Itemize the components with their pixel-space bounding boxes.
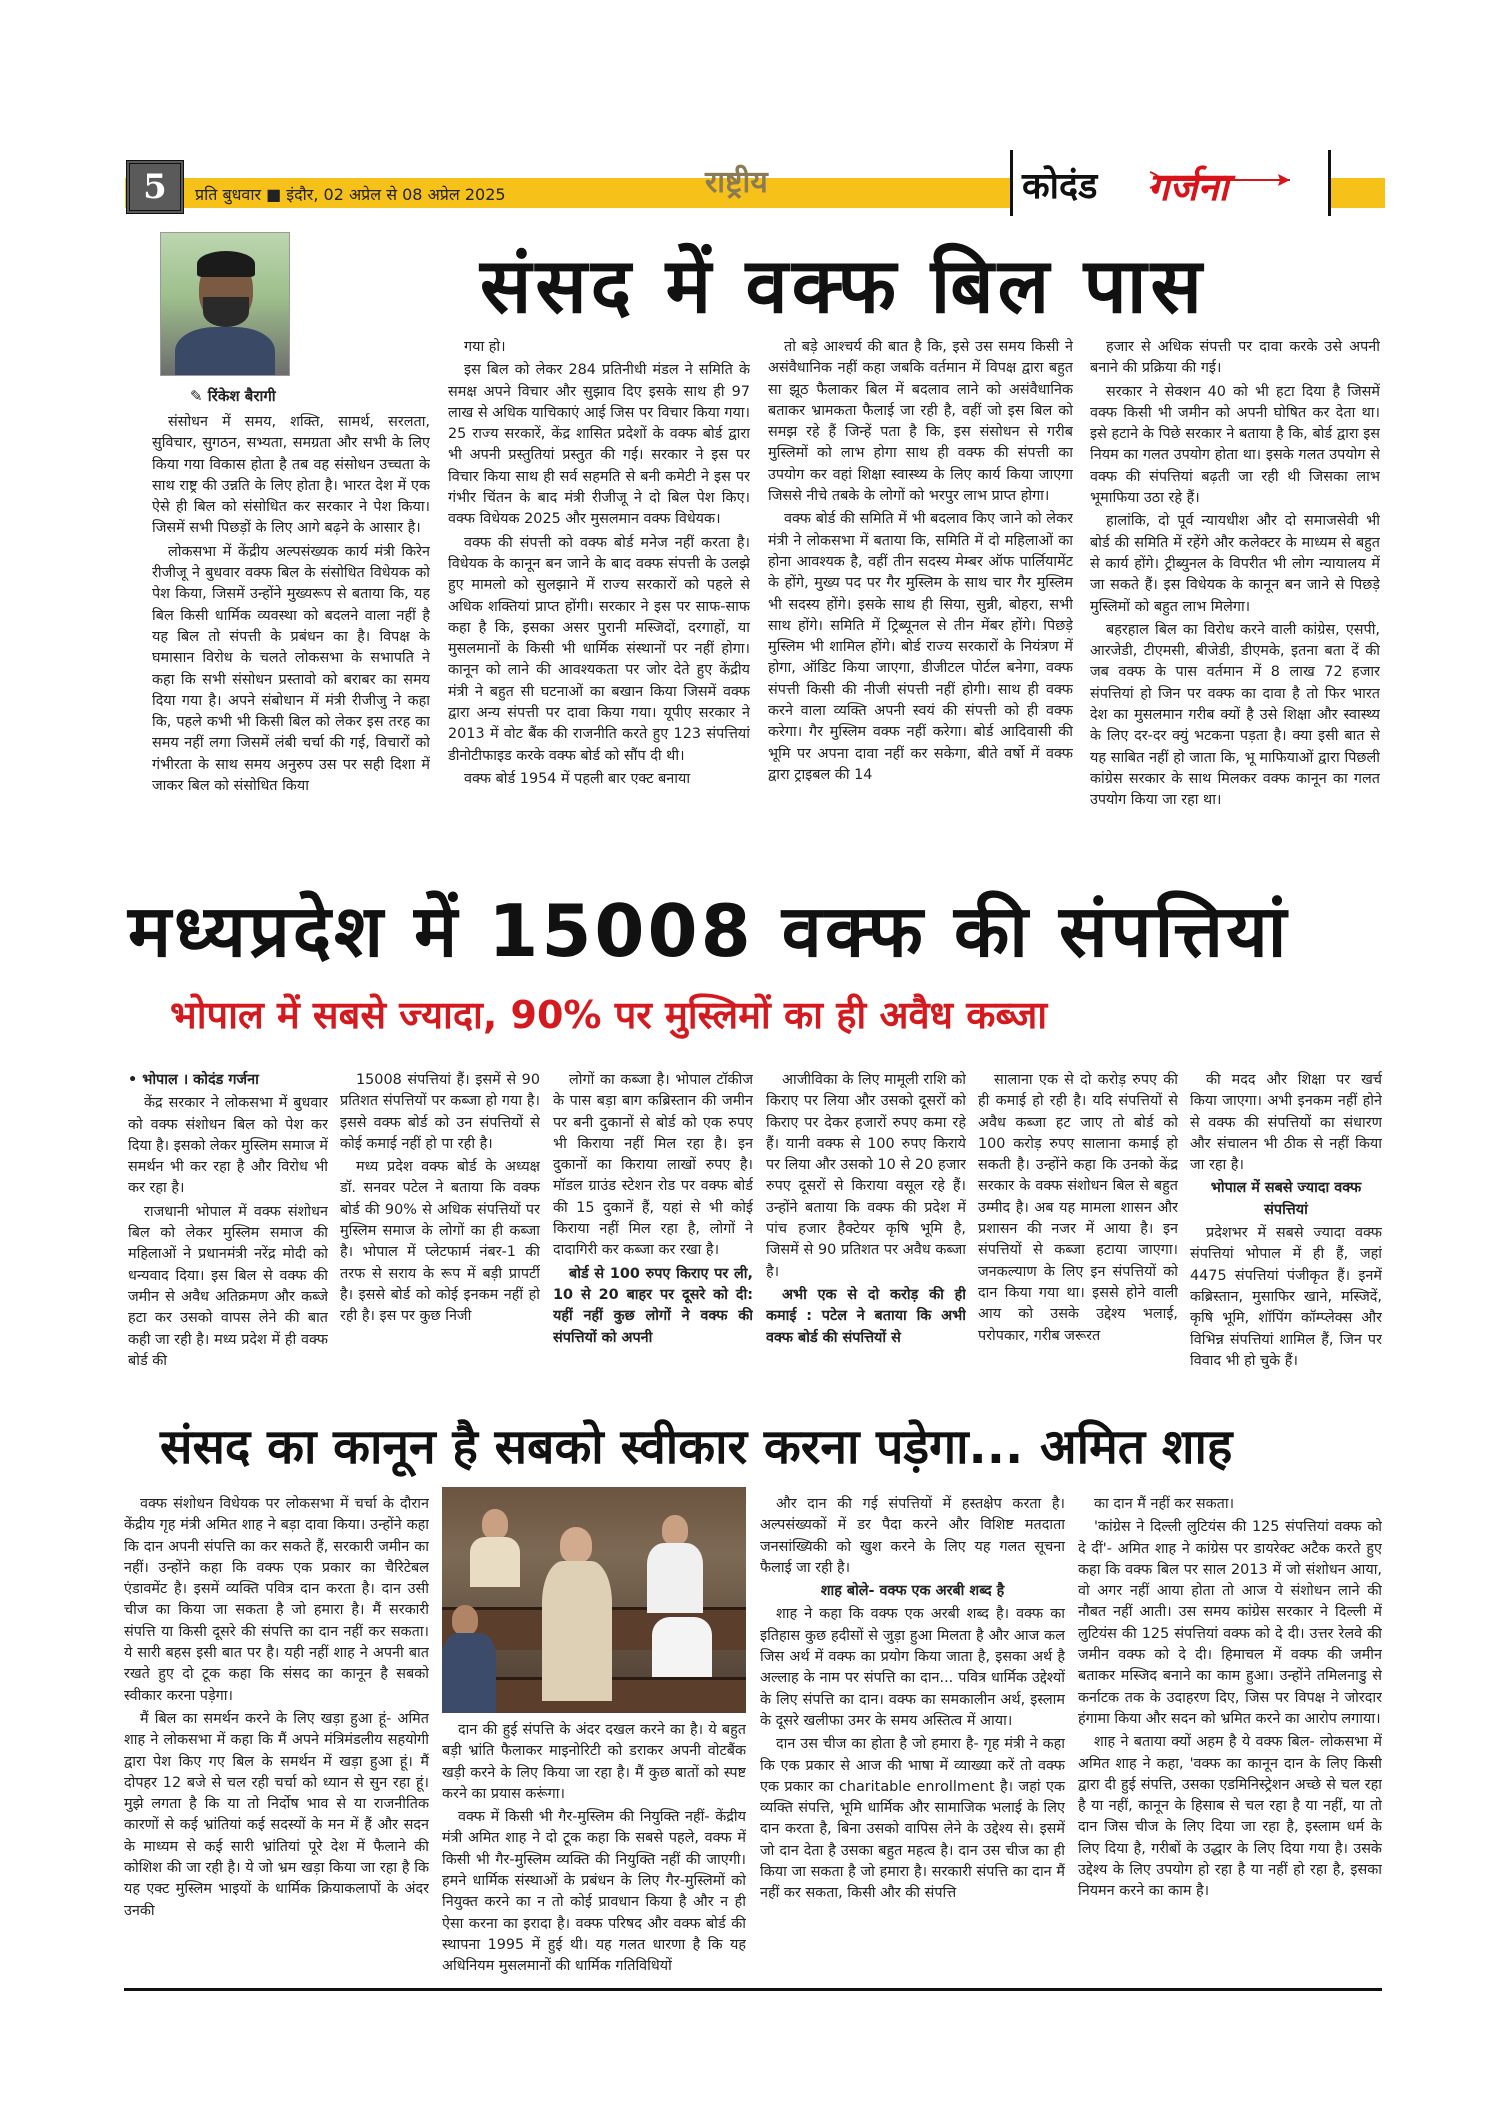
paragraph: वक्फ बोर्ड 1954 में पहली बार एक्ट बनाया <box>464 770 691 787</box>
paragraph: की मदद और शिक्षा पर खर्च किया जाएगा। अभी इनकम नहीं होने से वक्फ की संपत्तियों का संधारण और संचालन भी ठीक से नहीं किया जा रहा है। <box>1190 1072 1382 1174</box>
paragraph: 'कांग्रेस ने दिल्ली लुटियंस की 125 संपत्तियां वक्फ को दे दीं'- अमित शाह ने कांग्रेस पर डायरेक्ट अटैक करते हुए कहा कि वक्फ बिल पर साल 2013 में जो संशोधन आया, वो अगर नहीं आया होता तो आज ये संशोधन लाने की नौबत नहीं आती। उस समय कांग्रेस सरकार ने दिल्ली में लुटियंस की 125 संपत्तियां वक्फ को दे दी। उत्तर रेलवे की जमीन वक्फ को दे दी। हिमाचल में वक्फ की जमीन बताकर मस्जिद बनाने का काम हुआ। उन्होंने तमिलनाडु से कर्नाटक तक के उदाहरण दिए, जिस पर विपक्ष ने जोरदार हंगामा किया और सदन को भ्रमित करने का आरोप लगाया। <box>1078 1519 1382 1727</box>
story1-column-2 <box>448 337 750 864</box>
paragraph: सालाना एक से दो करोड़ रुपए की ही कमाई हो रही है। यदि संपत्तियों से अवैध कब्जा हट जाए तो बोर्ड को 100 करोड़ रुपए सालाना कमाई हो सकती है। उन्होंने कहा कि उनको केंद्र सरकार के वक्फ संशोधन बिल से बहुत उम्मीद है। अब यह मामला शासन और प्रशासन की नजर में आया है। इन संपत्तियों से कब्जा हटाया जाएगा। जनकल्याण के लिए इन संपत्तियों को दान किया गया था। इससे होने वाली आय को उसके उद्देश्य भलाई, परोपकार, गरीब जरूरत <box>978 1072 1178 1344</box>
story2-column-1 <box>128 1070 328 1396</box>
story3-column-3 <box>760 1494 1065 1978</box>
story2-column-6 <box>1190 1070 1382 1396</box>
paragraph: प्रदेशभर में सबसे ज्यादा वक्फ संपत्तियां भोपाल में ही हैं, जहां 4475 संपत्तियां पंजीकृत हैं। इनमें कब्रिस्तान, मुसाफिर खाने, मस्जिदें, कृषि भूमि, शॉपिंग कॉम्प्लेक्स और विभिन्न संपत्तियां शामिल हैं, जिन पर विवाद भी हो चुके हैं। <box>1190 1225 1382 1369</box>
paragraph: तो बड़े आश्चर्य की बात है कि, इसे उस समय किसी ने असंवैधानिक नहीं कहा जबकि वर्तमान में विपक्ष द्वारा बहुत सा झूठ फैलाकर बिल में बदलाव लाने को असंवैधानिक बताकर भ्रामकता फैलाई जा रही है, वहीं जो इस बिल को समझ रहे हैं जिन्हें पता है कि, इस संसोधन से गरीब मुस्लिमों को लाभ होगा साथ ही वक्फ की संपत्ती का उपयोग कर वहां शिक्षा स्वास्थ्य के लिए कार्य किया जाएगा जिससे नीचे तबके के लोगों को भरपुर लाभ प्राप्त होगा। <box>768 339 1073 505</box>
subhead: शाह बोले- वक्फ एक अरबी शब्द है <box>820 1583 1005 1600</box>
paragraph: सरकार ने सेक्शन 40 को भी हटा दिया है जिसमें वक्फ किसी भी जमीन को अपनी घोषित कर देता था। इसे हटाने के पिछे सरकार ने बताया है कि, बोर्ड द्वारा इस नियम का गलत उपयोग होता था। इसके गलत उपयोग से वक्फ की संपत्तियां बढ़ती जा रही थी जिसका लाभ भूमाफिया उठा रहे हैं। <box>1090 383 1380 507</box>
story1-column-3 <box>768 337 1073 864</box>
logo-text-garjana: गर्जना <box>1148 164 1229 209</box>
paragraph: गया हो। <box>464 339 506 355</box>
story1-byline: ✎ रिंकेश बैरागी <box>190 387 276 405</box>
section-name: राष्ट्रीय <box>705 165 768 200</box>
paragraph: राजधानी भोपाल में वक्फ संशोधन बिल को लेकर मुस्लिम समाज की महिलाओं ने प्रधानमंत्री नरेंद्र मोदी को धन्यवाद दिया। इस बिल से वक्फ की जमीन से अवैध अतिक्रमण और कब्जे हटा कर उसको वापस लेने की बात कही जा रही है। मध्य प्रदेश में ही वक्फ बोर्ड की <box>128 1203 328 1369</box>
story2-column-3 <box>553 1070 753 1396</box>
story2-headline: मध्यप्रदेश में 15008 वक्फ की संपत्तियां <box>128 889 1290 973</box>
paragraph: मध्य प्रदेश वक्फ बोर्ड के अध्यक्ष डॉ. सनवर पटेल ने बताया कि वक्फ बोर्ड की 90% से अधिक संपत्तियों पर मुस्लिम समाज के लोगों का ही कब्जा है। भोपाल में प्लेटफार्म नंबर-1 की तरफ से सराय के रूप में बड़ी प्रापर्टी है। इससे बोर्ड को कोई इनकम नहीं हो रही है। इस पर कुछ निजी <box>340 1159 540 1325</box>
paragraph: शाह ने कहा कि वक्फ एक अरबी शब्द है। वक्फ का इतिहास कुछ हदीसों से जुड़ा हुआ मिलता है और आज कल जिस अर्थ में वक्फ का प्रयोग किया जाता है, इसका अर्थ है अल्लाह के नाम पर संपत्ति का दान... पवित्र धार्मिक उद्देश्यों के लिए संपत्ति का दान। वक्फ का समकालीन अर्थ, इस्लाम के दूसरे खलीफा उमर के समय अस्तित्व में आया। <box>760 1606 1065 1729</box>
story2-column-2 <box>340 1070 540 1396</box>
subhead: बोर्ड से 100 रुपए किराए पर ली, 10 से 20 बाहर पर दूसरे को दी: यहीं नहीं कुछ लोगों ने वक्फ की संपत्तियों को अपनी <box>553 1265 753 1346</box>
story1-column-1 <box>152 412 430 864</box>
logo-rule-right <box>1328 150 1331 216</box>
logo-rule-left <box>1010 150 1013 216</box>
paragraph: 15008 संपत्तियां हैं। इसमें से 90 प्रतिशत संपत्तियों पर कब्जा हो गया है। इससे वक्फ बोर्ड को उन संपत्तियों से कोई कमाई नहीं हो पा रही है। <box>340 1072 540 1152</box>
story3-column-2 <box>442 1720 746 1978</box>
paragraph: हालांकि, दो पूर्व न्यायधीश और दो समाजसेवी भी बोर्ड की समिति में रहेंगे और कलेक्टर के माध्यम से बहुत से कार्य होंगे। ट्रीब्युनल के विपरीत भी लोग न्यायालय में जा सकते हैं। इस विधेयक के कानून बन जाने से पिछड़े मुस्लिमों को बहुत लाभ मिलेगा। <box>1090 513 1380 615</box>
dateline: प्रति बुधवार ■ इंदौर, 02 अप्रेल से 08 अप्रेल 2025 <box>195 185 506 204</box>
paragraph: केंद्र सरकार ने लोकसभा में बुधवार को वक्फ संशोधन बिल को पेश कर दिया है। इसको लेकर मुस्लिम समाज में समर्थन भी कर रहा है और विरोध भी कर रहा है। <box>128 1095 328 1197</box>
story2-column-5 <box>978 1070 1178 1396</box>
byline-name: रिंकेश बैरागी <box>207 387 276 405</box>
parliament-photo <box>442 1487 746 1713</box>
story3-headline: संसद का कानून है सबको स्वीकार करना पड़ेगा... अमित शाह <box>160 1419 1233 1475</box>
story2-column-4 <box>766 1070 966 1396</box>
page-number: 5 <box>126 160 184 214</box>
story2-subheadline: भोपाल में सबसे ज्यादा, 90% पर मुस्लिमों का ही अवैध कब्जा <box>170 993 1048 1037</box>
dateline-bhopal: • भोपाल । कोदंड गर्जना <box>128 1072 259 1088</box>
paragraph: दान की हुई संपत्ति के अंदर दखल करने का है। ये बहुत बड़ी भ्रांति फैलाकर माइनोरिटी को डराकर अपनी वोटबैंक खड़ी करने के लिए किया जा रहा है। मैं कुछ बातों को स्पष्ट करने का प्रयास करूंगा। <box>442 1722 746 1802</box>
paragraph: वक्फ में किसी भी गैर-मुस्लिम की नियुक्ति नहीं- केंद्रीय मंत्री अमित शाह ने दो टूक कहा कि सबसे पहले, वक्फ में किसी भी गैर-मुस्लिम व्यक्ति की नियुक्ति नहीं की जाएगी। हमने धार्मिक संस्थाओं के प्रबंधन के लिए गैर-मुस्लिमों को नियुक्त करने का न तो कोई प्रावधान किया है और न ही ऐसा करना का इरादा है। वक्फ परिषद और वक्फ बोर्ड की स्थापना 1995 में हुई थी। यह गलत धारणा है कि यह अधिनियम मुसलमानों की धार्मिक गतिविधियों <box>442 1809 746 1975</box>
paragraph: वक्फ की संपत्ती को वक्फ बोर्ड मनेज नहीं करता है। विधेयक के कानून बन जाने के बाद वक्फ संपत्ती के उलझे हुए मामलो को सुलझाने में राज्य सरकारों को पहले से अधिक शक्तियां प्राप्त होंगी। सरकार ने इस पर साफ-साफ कहा है कि, इसका असर पुरानी मस्जिदों, दरगाहों, या मुसलमानों के किसी भी धार्मिक संस्थानों पर नहीं होगा। कानून को लाने की आवश्यकता पर जोर देते हुए केंद्रीय मंत्री ने बहुत सी घटनाओं का बखान किया जिसमें वक्फ द्वारा अन्य संपत्ती पर दावा किया गया। यूपीए सरकार ने 2013 में वोट बैंक की राजनीति करते हुए 123 संपत्तियां डीनोटीफाइड करके वक्फ बोर्ड को सौंप दी थी। <box>448 534 750 764</box>
subhead: भोपाल में सबसे ज्यादा वक्फ संपत्तियां <box>1210 1180 1362 1218</box>
paragraph: लोकसभा में केंद्रीय अल्पसंख्यक कार्य मंत्री किरेन रीजीजू ने बुधवार वक्फ बिल के संसोधित विधेयक को पेश किया, जिसमें उन्होंने मुख्यरूप से बताया कि, यह बिल किसी धार्मिक व्यवस्था को बदलने वाला नहीं है यह बिल तो संपत्ती के प्रबंधन का है। विपक्ष के घमासान विरोध के चलते लोकसभा के सभापति ने कहा कि सभी संसोधन प्रस्तावो को बराबर का समय दिया गया है। अपने संबोधान में मंत्री रीजीजु ने कहा कि, पहले कभी भी किसी बिल को लेकर इस तरह का समय नहीं लगा जिसमें लंबी चर्चा की गई, विचारों को गंभीरता के साथ समय अनुरुप उस पर सही दिशा में जाकर बिल को संसोधित किया <box>152 543 430 795</box>
story1-column-4 <box>1090 337 1380 864</box>
paragraph: लोगों का कब्जा है। भोपाल टॉकीज के पास बड़ा बाग कब्रिस्तान की जमीन पर बनी दुकानों से बोर्ड को एक रुपए भी किराया नहीं मिल रहा है। इन दुकानों का किराया लाखों रुपए है। मॉडल ग्राउंड स्टेशन रोड पर वक्फ बोर्ड की 15 दुकानें हैं, यहां से भी कोई किराया नहीं मिल रहा है, लोगों ने दादागिरी कर कब्जा कर रखा है। <box>553 1072 753 1259</box>
paragraph: और दान की गई संपत्तियों में हस्तक्षेप करता है। अल्पसंख्यकों में डर पैदा करने और विशिष्ट मतदाता जनसांख्यिकी को खुश करने के लिए यह गलत सूचना फैलाई जा रही है। <box>760 1496 1065 1576</box>
paragraph: हजार से अधिक संपत्ती पर दावा करके उसे अपनी बनाने की प्रक्रिया की गई। <box>1090 339 1380 377</box>
story3-column-4 <box>1078 1494 1382 1978</box>
story1-headline: संसद में वक्फ बिल पास <box>480 241 1206 330</box>
paragraph: वक्फ बोर्ड की समिति में भी बदलाव किए जाने को लेकर मंत्री ने लोकसभा में बताया कि, समिति में दो महिलाओं का होना आवश्यक है, वहीं तीन सदस्य मेम्बर ऑफ पार्लियामेंट के होंगे, मुख्य पद पर गैर मुस्लिम के साथ चार गैर मुस्लिम भी सदस्य होंगे। इसके साथ ही सिया, सुन्नी, बोहरा, सभी साथ होंगे। समिति में ट्रिब्यूनल से तीन मेंबर होंगे। पिछड़े मुस्लिम भी शामिल होंगे। बोर्ड राज्य सरकारों के नियंत्रण में होगा, ऑडिट किया जाएगा, डीजीटल पोर्टल बनेगा, वक्फ संपत्ती किसी की नीजी संपत्ती नहीं होगी। साथ ही वक्फ करने वाला व्यक्ति अपनी स्वयं की संपत्ती को ही वक्फ करेगा। गैर मुस्लिम वक्फ नहीं करेगा। बोर्ड आदिवासी की भूमि पर अपना दावा नहीं कर सकेगा, बीते वर्षो में वक्फ द्वारा ट्राइबल की 14 <box>768 511 1073 783</box>
subhead: अभी एक से दो करोड़ की ही कमाई : पटेल ने बताया कि अभी वक्फ बोर्ड की संपत्तियों से <box>766 1286 966 1346</box>
paragraph: इस बिल को लेकर 284 प्रतिनीधी मंडल ने समिति के समक्ष अपने विचार और सुझाव दिए इसके साथ ही 97 लाख से अधिक याचिकाएं आई जिस पर विचार किया गया। 25 राज्य सरकारें, केंद्र शासित प्रदेशों के वक्फ बोर्ड द्वारा भी अपनी प्रस्तुतियां प्रस्तुत की गई। सरकार ने इस पर विचार किया साथ ही सर्व सहमति से बनी कमेटी ने इस पर गंभीर चिंतन के बाद मंत्री रीजीजू ने दो बिल पेश किए। वक्फ विधेयक 2025 और मुसलमान वक्फ विधेयक। <box>448 362 750 528</box>
paragraph: आजीविका के लिए मामूली राशि को किराए पर लिया और उसको दूसरों को किराए पर देकर हजारों रुपए कमा रहे हैं। यानी वक्फ से 100 रुपए किराये पर लिया और उसको 10 से 20 हजार रुपए दूसरों से किराया वसूल रहे हैं। उन्होंने बताया कि वक्फ की प्रदेश में पांच हजार हैक्टेयर कृषि भूमि है, जिसमें से 90 प्रतिशत पर अवैध कब्जा है। <box>766 1072 966 1280</box>
story3-column-1 <box>124 1494 429 1978</box>
logo-text-kodand: कोदंड <box>1022 166 1098 207</box>
author-photo <box>160 232 290 376</box>
paragraph: मैं बिल का समर्थन करने के लिए खड़ा हुआ हूं- अमित शाह ने लोकसभा में कहा कि मैं अपने मंत्रिमंडलीय सहयोगी द्वारा पेश किए गए बिल के समर्थन में खड़ा हुआ हूं। मैं दोपहर 12 बजे से चल रही चर्चा को ध्यान से सुन रहा हूं। मुझे लगता है कि या तो निर्दोष भाव से या राजनीतिक कारणों से कई भ्रांतियां कई सदस्यों के मन में हैं और सदन के माध्यम से कई सारी भ्रांतियां पूरे देश में फैलाने की कोशिश की जा रही है। ये जो भ्रम खड़ा किया जा रहा है कि यह एक्ट मुस्लिम भाइयों के धार्मिक क्रियाकलापों के अंदर उनकी <box>124 1710 429 1919</box>
paragraph: शाह ने बताया क्यों अहम है ये वक्फ बिल- लोकसभा में अमित शाह ने कहा, 'वक्फ का कानून दान के लिए किसी द्वारा दी हुई संपत्ति, उसका एडमिनिस्ट्रेशन अच्छे से चल रहा है या नहीं, कानून के हिसाब से चल रहा है या नहीं, या तो दान जिस चीज के लिए दिया जा रहा है, इस्लाम धर्म के लिए दिया है, गरीबों के उद्धार के लिए दिया गया है। उसके उद्देश्य के लिए उपयोग हो रहा है या नहीं हो रहा है, इसका नियमन करने का काम है। <box>1078 1734 1382 1900</box>
paragraph: बहरहाल बिल का विरोध करने वाली कांग्रेस, एसपी, आरजेडी, टीएमसी, बीजेडी, डीएमके, इतना बता दें की जब वक्फ के पास वर्तमान में 8 लाख 72 हजार संपत्तियां हो जिन पर वक्फ का दावा है तो फिर भारत देश का मुसलमान गरीब क्यों है उसे शिक्षा और स्वास्थ्य के लिए दर-दर क्युं भटकना पड़ता है। क्या इसी बात से यह साबित नहीं हो जाता कि, भू माफियाओं द्वारा पिछली कांग्रेस सरकार के साथ मिलकर वक्फ कानून का गलत उपयोग किया जा रहा था। <box>1090 621 1380 809</box>
paragraph: का दान मैं नहीं कर सकता। <box>1094 1496 1235 1512</box>
paragraph: संसोधन में समय, शक्ति, सामर्थ, सरलता, सुविचार, सुगठन, सभ्यता, समग्रता और सभी के लिए किया गया विकास होता है तब वह संसोधन उच्चता के साथ राष्ट्र की उन्नति के लिए होता है। भारत देश में एक ऐसे ही बिल को संसोधित कर सरकार ने पेश किया। जिसमें सभी पिछड़ों के लिए आगे बढ़ने के आसार है। <box>152 414 430 537</box>
page-bottom-rule <box>124 1988 1382 1991</box>
paragraph: दान उस चीज का होता है जो हमारा है- गृह मंत्री ने कहा कि एक प्रकार से आज की भाषा में व्याख्या करें तो वक्फ एक प्रकार का charitable enrollment है। जहां एक व्यक्ति संपत्ति, भूमि धार्मिक और सामाजिक भलाई के लिए दान करता है, बिना उसको वापिस लेने के उद्देश्य से। इसमें जो दान देता है उसका बहुत महत्व है। दान उस चीज का ही किया जा सकता है जो हमारा है। सरकारी संपत्ति का दान मैं नहीं कर सकता, किसी और की संपत्ति <box>760 1736 1065 1902</box>
paragraph: वक्फ संशोधन विधेयक पर लोकसभा में चर्चा के दौरान केंद्रीय गृह मंत्री अमित शाह ने बड़ा दावा किया। उन्होंने कहा कि दान अपनी संपत्ति का कर सकते हैं, सरकारी जमीन का नहीं। उन्होंने कहा कि वक्फ एक प्रकार का चैरिटेबल एंडावमेंट है। इसमें व्यक्ति पवित्र दान करता है। दान उसी चीज का किया जा सकता है जो हमारा है। मैं सरकारी संपत्ति या किसी दूसरे की संपत्ति का दान नहीं कर सकता। ये सारी बहस इसी बात पर है। यही नहीं शाह ने अपनी बात रखते हुए दो टूक कहा कि संसद का कानून है सबको स्वीकार करना पड़ेगा। <box>124 1496 429 1704</box>
